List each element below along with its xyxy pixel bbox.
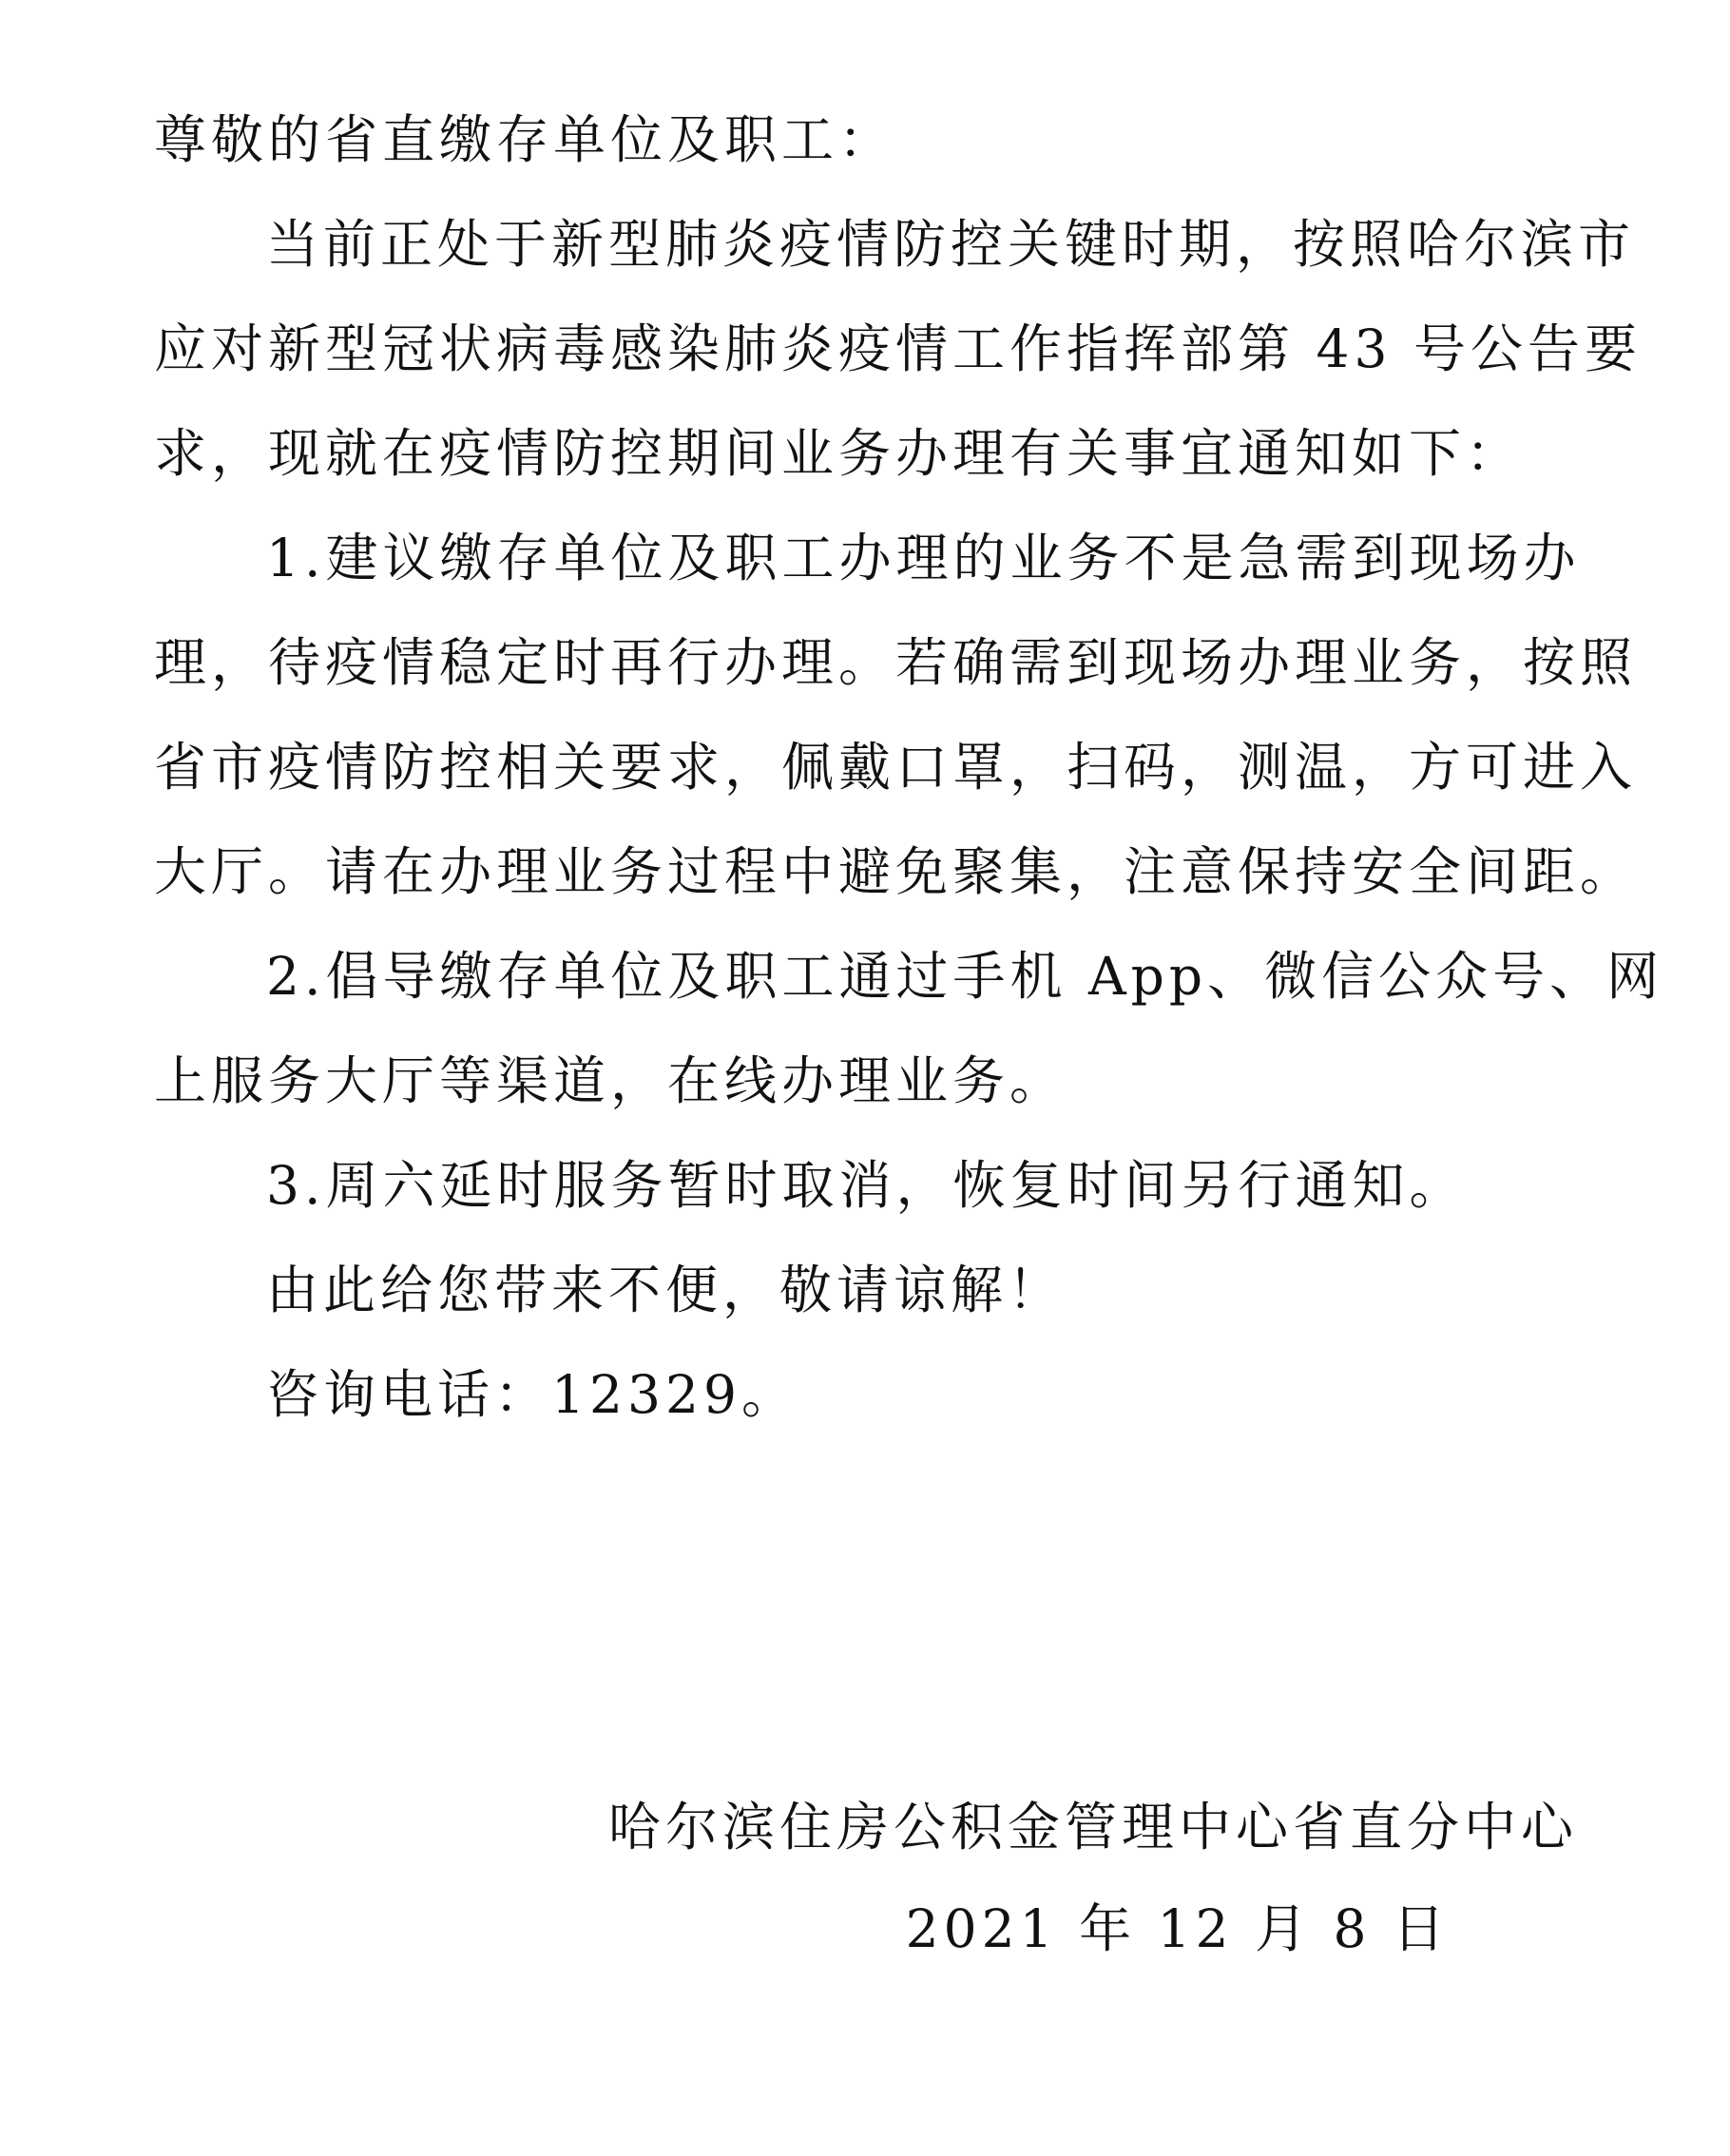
intro-line: 应对新型冠状病毒感染肺炎疫情工作指挥部第 43 号公告要 [154, 318, 1642, 379]
item-3: 3.周六延时服务暂时取消，恢复时间另行通知。 [266, 1155, 1467, 1216]
item-2-line: 上服务大厅等渠道，在线办理业务。 [154, 1050, 1067, 1111]
notice-body [154, 87, 1664, 1447]
item-2-line: 2.倡导缴存单位及职工通过手机 App、微信公众号、网 [266, 946, 1664, 1007]
issuer-signature: 哈尔滨住房公积金管理中心省直分中心 [607, 1797, 1578, 1858]
item-1-line: 1.建议缴存单位及职工办理的业务不是急需到现场办 [266, 528, 1581, 588]
salutation: 尊敬的省直缴存单位及职工： [154, 109, 896, 170]
item-1-line: 大厅。请在办理业务过程中避免聚集，注意保持安全间距。 [154, 841, 1638, 902]
item-1-line: 理，待疫情稳定时再行办理。若确需到现场办理业务，按照 [154, 632, 1638, 693]
apology: 由此给您带来不便，敬请谅解！ [266, 1260, 1066, 1320]
hotline: 咨询电话：12329。 [266, 1364, 798, 1425]
issue-date: 2021 年 12 月 8 日 [905, 1898, 1450, 1959]
intro-line: 求，现就在疫情防控期间业务办理有关事宜通知如下： [154, 423, 1524, 484]
intro-line: 当前正处于新型肺炎疫情防控关键时期，按照哈尔滨市 [266, 214, 1636, 275]
item-1-line: 省市疫情防控相关要求，佩戴口罩，扫码，测温，方可进入 [154, 737, 1638, 798]
